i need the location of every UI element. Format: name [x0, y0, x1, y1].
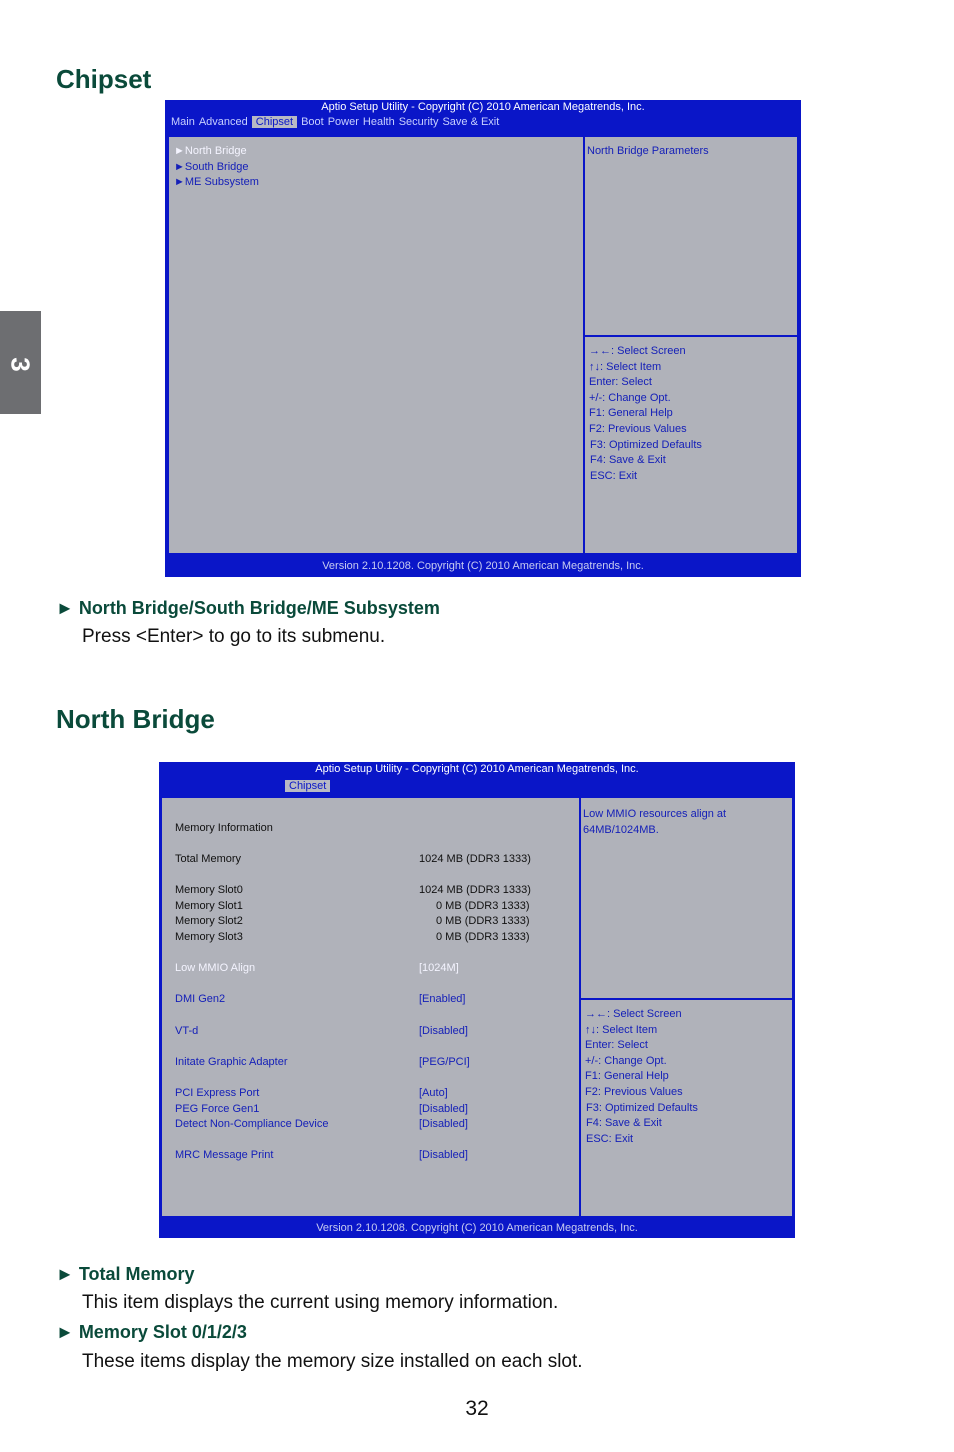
- key-select-item: ↑↓: Select Item: [589, 360, 662, 373]
- key-change-opt: +/-: Change Opt.: [589, 391, 671, 404]
- help-text: North Bridge Parameters: [587, 145, 709, 157]
- menu-chipset[interactable]: Chipset: [285, 780, 330, 792]
- initate-graphic-adapter-label[interactable]: Initate Graphic Adapter: [175, 1056, 288, 1068]
- bios-title: Aptio Setup Utility - Copyright (C) 2010 American Megatrends, Inc.: [315, 763, 639, 775]
- key-f4: F4: Save & Exit: [590, 454, 666, 467]
- vt-d-label[interactable]: VT-d: [175, 1025, 199, 1037]
- submenu-south-bridge[interactable]: ►South Bridge: [174, 160, 249, 173]
- memory-slot1-value: 0 MB (DDR3 1333): [436, 900, 530, 912]
- desc2-text: This item displays the current using memory information.: [82, 1292, 559, 1313]
- key-f1: F1: General Help: [589, 407, 673, 420]
- memory-slot2-label: Memory Slot2: [175, 915, 243, 927]
- north-bridge-heading: North Bridge: [56, 704, 215, 734]
- key-f2: F2: Previous Values: [585, 1085, 683, 1098]
- bios-menubar: [285, 780, 334, 794]
- desc2-heading: ► Total Memory: [56, 1264, 195, 1284]
- memory-slot2-value: 0 MB (DDR3 1333): [436, 915, 530, 927]
- chapter-number: 3: [5, 357, 36, 372]
- submenu-north-bridge[interactable]: ►North Bridge: [174, 145, 247, 157]
- help-divider: [581, 998, 792, 1000]
- key-f1: F1: General Help: [585, 1070, 669, 1083]
- key-legend: [585, 1007, 698, 1147]
- key-f3: F3: Optimized Defaults: [590, 438, 702, 451]
- desc3-text: These items display the memory size installed on each slot.: [82, 1351, 583, 1372]
- key-select-screen: →←: Select Screen: [589, 345, 686, 357]
- memory-slot0-label: Memory Slot0: [175, 884, 243, 896]
- mrc-message-print-label[interactable]: MRC Message Print: [175, 1149, 274, 1161]
- peg-force-gen1-value[interactable]: [Disabled]: [419, 1103, 468, 1115]
- key-f3: F3: Optimized Defaults: [586, 1101, 698, 1114]
- bios-main-panel: [160, 796, 794, 1218]
- page-number: 32: [465, 1397, 489, 1420]
- menu-chipset[interactable]: Chipset: [252, 116, 297, 128]
- menu-power[interactable]: Power: [327, 116, 359, 128]
- menu-health[interactable]: Health: [362, 116, 395, 128]
- key-esc: ESC: Exit: [590, 469, 638, 482]
- help-line-1: Low MMIO resources align at: [583, 808, 727, 820]
- low-mmio-align-label[interactable]: Low MMIO Align: [175, 962, 256, 974]
- chapter-tab: [0, 311, 41, 414]
- bios-footer: Version 2.10.1208. Copyright (C) 2010 American Megatrends, Inc.: [316, 1222, 638, 1234]
- detect-non-compliance-label[interactable]: Detect Non-Compliance Device: [175, 1118, 329, 1130]
- menu-boot[interactable]: Boot: [301, 116, 324, 128]
- desc1-text: Press <Enter> to go to its submenu.: [82, 626, 386, 647]
- key-esc: ESC: Exit: [586, 1132, 634, 1145]
- total-memory-value: 1024 MB (DDR3 1333): [419, 853, 531, 865]
- desc3-heading: ► Memory Slot 0/1/2/3: [56, 1322, 247, 1342]
- key-select-item: ↑↓: Select Item: [585, 1023, 658, 1036]
- pci-express-port-label[interactable]: PCI Express Port: [175, 1087, 260, 1099]
- help-line-2: 64MB/1024MB.: [583, 823, 659, 836]
- mrc-message-print-value[interactable]: [Disabled]: [419, 1149, 468, 1161]
- submenu-me-subsystem[interactable]: ►ME Subsystem: [174, 176, 259, 189]
- key-enter: Enter: Select: [585, 1039, 648, 1052]
- panel-divider: [579, 798, 581, 1216]
- bios-menubar: [171, 116, 503, 130]
- bios-title: Aptio Setup Utility - Copyright (C) 2010 American Megatrends, Inc.: [321, 101, 645, 113]
- key-change-opt: +/-: Change Opt.: [585, 1054, 667, 1067]
- key-enter: Enter: Select: [589, 376, 652, 389]
- submenu-list: [174, 144, 259, 191]
- total-memory-label: Total Memory: [175, 853, 242, 865]
- panel-divider: [583, 137, 585, 553]
- menu-save-exit[interactable]: Save & Exit: [442, 116, 500, 128]
- desc1-heading: ► North Bridge/South Bridge/ME Subsystem: [56, 598, 440, 618]
- dmi-gen2-value[interactable]: [Enabled]: [419, 993, 466, 1005]
- memory-slot1-label: Memory Slot1: [175, 900, 243, 912]
- key-select-screen: →←: Select Screen: [585, 1008, 682, 1020]
- menu-main[interactable]: Main: [171, 116, 195, 128]
- memory-slot0-value: 1024 MB (DDR3 1333): [419, 884, 531, 896]
- dmi-gen2-label[interactable]: DMI Gen2: [175, 993, 226, 1005]
- low-mmio-align-value[interactable]: [1024M]: [419, 962, 459, 974]
- bios-footer: Version 2.10.1208. Copyright (C) 2010 American Megatrends, Inc.: [322, 560, 644, 572]
- memory-info-label: Memory Information: [175, 822, 273, 834]
- north-bridge-bios-screen: [159, 762, 795, 1238]
- initate-graphic-adapter-value[interactable]: [PEG/PCI]: [419, 1056, 470, 1068]
- detect-non-compliance-value[interactable]: [Disabled]: [419, 1118, 468, 1130]
- memory-slot3-value: 0 MB (DDR3 1333): [436, 931, 530, 943]
- menu-advanced[interactable]: Advanced: [198, 116, 248, 128]
- peg-force-gen1-label[interactable]: PEG Force Gen1: [175, 1103, 260, 1115]
- chipset-bios-screen: [165, 100, 801, 577]
- key-f4: F4: Save & Exit: [586, 1117, 662, 1130]
- help-text: [583, 807, 726, 838]
- memory-slot3-label: Memory Slot3: [175, 931, 243, 943]
- bios-main-panel: [167, 135, 799, 555]
- key-f2: F2: Previous Values: [589, 422, 687, 435]
- vt-d-value[interactable]: [Disabled]: [419, 1025, 468, 1037]
- pci-express-port-value[interactable]: [Auto]: [419, 1087, 448, 1099]
- help-divider: [585, 335, 797, 337]
- menu-security[interactable]: Security: [398, 116, 439, 128]
- key-legend: [589, 344, 702, 484]
- chipset-heading: Chipset: [56, 64, 152, 94]
